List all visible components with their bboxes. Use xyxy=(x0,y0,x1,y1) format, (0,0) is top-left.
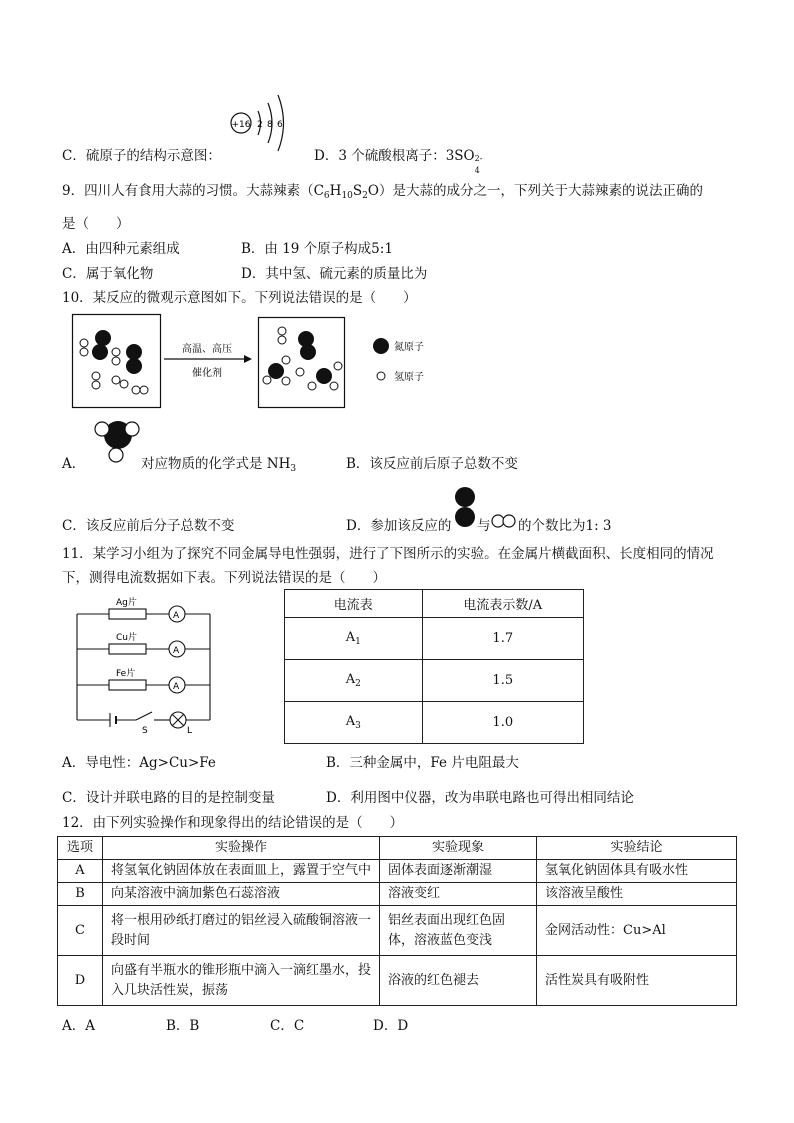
atom-shell-3: 6 xyxy=(277,120,283,130)
q9-stem-cont: 是（ ） xyxy=(62,216,130,232)
q10-option-d-mid: 与 xyxy=(477,518,491,534)
q10-option-d-end: 的个数比为1: 3 xyxy=(518,518,612,534)
ammeter-a1-label: A xyxy=(173,611,180,621)
q11-option-c[interactable]: C．设计并联电路的目的是控制变量 xyxy=(62,790,275,806)
q12-stem: 12．由下列实验操作和现象得出的结论错误的是（ ） xyxy=(62,815,404,831)
sulfur-atom-diagram xyxy=(228,92,288,162)
table-row: D 向盛有半瓶水的锥形瓶中滴入一滴红墨水，投入几块活性炭，振荡 浴液的红色褪去 活性炭具有吸附性 xyxy=(58,956,737,1006)
lamp-label: L xyxy=(187,726,193,736)
reaction-micro-diagram xyxy=(72,314,472,414)
q9-stem: 9．四川人有食用大蒜的习惯。大蒜辣素$(C_6H_{10}S_2O)$是大蒜的成分之一，下列关于大蒜辣素的说法正确的 xyxy=(62,183,703,201)
ammeter-a2-label: A xyxy=(173,646,180,656)
atom-nucleus-charge: +16 xyxy=(231,120,251,130)
label-cu-strip: Cu片 xyxy=(116,633,137,643)
legend-hydrogen: 氢原子 xyxy=(394,372,424,383)
q9-option-c[interactable]: C．属于氧化物 xyxy=(62,266,154,282)
table-row: B 向某溶液中滴加紫色石蕊溶液 溶液变红 该溶液呈酸性 xyxy=(58,883,737,906)
label-ag-strip: Ag片 xyxy=(116,598,137,608)
q8-option-c[interactable]: C．硫原子的结构示意图： xyxy=(62,148,221,164)
arrow-condition-bottom: 催化剂 xyxy=(192,368,222,379)
table-header: 电流表示数/A xyxy=(422,590,583,618)
label-fe-strip: Fe片 xyxy=(116,669,136,679)
legend-nitrogen: 氮原子 xyxy=(394,342,424,353)
q10-option-a-text[interactable]: 对应物质的化学式是 $NH_3$ xyxy=(141,456,297,474)
q9-option-d[interactable]: D．其中氢、硫元素的质量比为 xyxy=(241,266,428,282)
atom-shell-1: 2 xyxy=(257,120,263,130)
table-row: A 将氢氧化钠固体放在表面皿上，露置于空气中 固体表面逐渐潮湿 氢氧化钠固体具有吸水性 xyxy=(58,860,737,883)
q10-option-a[interactable]: A． xyxy=(62,456,86,472)
q10-option-d[interactable]: D．参加该反应的 xyxy=(346,518,452,534)
arrow-condition-top: 高温、高压 xyxy=(182,344,232,355)
table-header: 电流表 xyxy=(285,590,423,618)
table-row: $A_2$ 1.5 xyxy=(285,660,584,702)
q12-option-d[interactable]: D．D xyxy=(373,1018,409,1034)
q11-option-b[interactable]: B．三种金属中，Fe 片电阻最大 xyxy=(326,755,519,771)
q9-option-a[interactable]: A．由四种元素组成 xyxy=(62,241,180,257)
q11-stem-cont: 下，测得电流数据如下表。下列说法错误的是（ ） xyxy=(62,570,386,586)
n2-molecule-icon xyxy=(454,486,476,530)
h2-molecule-icon xyxy=(491,514,517,528)
q11-option-d[interactable]: D．利用图中仪器，改为串联电路也可得出相同结论 xyxy=(326,790,634,806)
table-row: $A_3$ 1.0 xyxy=(285,702,584,744)
nh3-molecule-icon xyxy=(92,417,144,463)
after-box xyxy=(259,318,345,408)
q10-option-b[interactable]: B．该反应前后原子总数不变 xyxy=(346,456,518,472)
q10-stem: 10．某反应的微观示意图如下。下列说法错误的是（ ） xyxy=(62,290,417,306)
table-header-row: 选项 实验操作 实验现象 实验结论 xyxy=(58,837,737,860)
q12-option-c[interactable]: C．C xyxy=(270,1018,305,1034)
q11-option-a[interactable]: A．导电性：Ag>Cu>Fe xyxy=(62,755,216,771)
q12-option-a[interactable]: A．A xyxy=(62,1018,95,1034)
q12-experiment-table xyxy=(57,836,737,1006)
table-row: C 将一根用砂纸打磨过的铝丝浸入硫酸铜溶液一段时间 铝丝表面出现红色固体，溶液蓝色变浅 金网活动性：Cu>Al xyxy=(58,906,737,956)
table-row: $A_1$ 1.7 xyxy=(285,618,584,660)
q12-option-b[interactable]: B．B xyxy=(166,1018,200,1034)
atom-shell-2: 8 xyxy=(267,120,273,130)
q8-option-d[interactable]: D．3 个硫酸根离子：3SO 2- 4 xyxy=(314,148,483,175)
q9-option-b[interactable]: B．由 19 个原子构成5:1 xyxy=(241,241,393,257)
q11-current-table xyxy=(284,589,584,744)
q10-option-c[interactable]: C．该反应前后分子总数不变 xyxy=(62,518,235,534)
switch-label: S xyxy=(142,726,148,736)
q11-stem: 11．某学习小组为了探究不同金属导电性强弱，进行了下图所示的实验。在金属片横截面积、长度相同的情况 xyxy=(62,546,714,562)
ammeter-a3-label: A xyxy=(173,682,180,692)
parallel-circuit-diagram xyxy=(72,594,217,736)
